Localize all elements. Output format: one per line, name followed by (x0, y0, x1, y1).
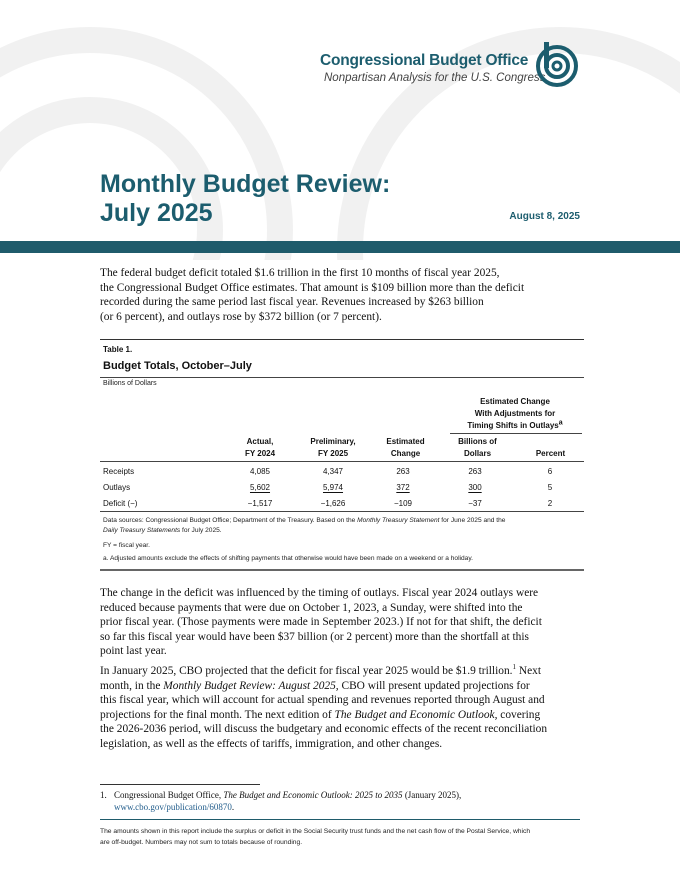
header-rule (100, 461, 584, 462)
body-line: reduced because payments that were due on October 1, 2023, a Sunday, were shifted into the (100, 601, 523, 614)
table-title-rule (100, 377, 584, 378)
intro-line: (or 6 percent), and outlays rose by $372 billion (or 7 percent). (100, 310, 382, 323)
body-line: month, in the Monthly Budget Review: August 2025, CBO will present updated projections for (100, 679, 530, 692)
title-line-2: July 2025 (100, 199, 213, 227)
intro-paragraph (100, 266, 580, 324)
footnote-ref[interactable]: 1 (512, 663, 516, 672)
body-line: legislation, as well as the effects of tariffs, immigration, and other changes. (100, 737, 443, 750)
body-line: so far this fiscal year would have been $37 billion (or 2 percent) more than the shortfall at this (100, 630, 529, 643)
body-paragraph-1 (100, 586, 580, 659)
table-cell: −109 (393, 499, 413, 508)
table-cell: 5,602 (249, 483, 271, 492)
bottom-rule (100, 819, 580, 820)
body-line: In January 2025, CBO projected that the deficit for fiscal year 2025 would be $1.9 trillion.$^1$ Next (100, 663, 541, 677)
bottom-note-line: The amounts shown in this report include the surplus or deficit in the Social Security trust funds and the net cash flow of the Postal Service, which (100, 828, 531, 835)
cbo-emblem-icon (534, 40, 580, 90)
body-paragraph-2 (100, 664, 580, 751)
table-cell: 4,085 (249, 467, 271, 476)
table-cell: −37 (468, 499, 482, 508)
header-divider-bar (0, 241, 680, 253)
body-line: projections for the final month. The next edition of The Budget and Economic Outlook, covering (100, 708, 541, 721)
table-cell: 5,974 (322, 483, 344, 492)
table-number: Table 1. (103, 345, 133, 354)
group-header-line: With Adjustments for (474, 409, 556, 418)
org-name: Congressional Budget Office (320, 52, 529, 69)
table-cell: 372 (396, 483, 410, 492)
col-header-estimated: Estimated Change (386, 437, 425, 458)
row-label-outlays: Outlays (103, 483, 131, 492)
col-header-percent: Percent (535, 449, 566, 458)
table-cell: 4,347 (322, 467, 344, 476)
table-cell: 263 (468, 467, 482, 476)
title-line-1: Monthly Budget Review: (100, 170, 391, 198)
footnote: 1. Congressional Budget Office, The Budget and Economic Outlook: 2025 to 2035 (January 2025), www.cbo.gov/publication/60870. (100, 790, 462, 812)
group-header (448, 396, 582, 432)
table-cell: −1,626 (320, 499, 346, 508)
intro-line: The federal budget deficit totaled $1.6 trillion in the first 10 months of fiscal year 2025, (100, 267, 500, 279)
table-title: Budget Totals, October–July (103, 360, 252, 372)
table-abbrev-note: FY = fiscal year. (103, 542, 150, 549)
col-header-actual: Actual, FY 2024 (244, 437, 276, 458)
page-title (100, 170, 390, 228)
body-line: prior fiscal year. (Those payments were made in September 2023.) If not for that shift, the deficit (100, 616, 542, 628)
budget-totals-table (100, 339, 584, 571)
intro-line: the Congressional Budget Office estimates. That amount is $109 billion more than the deficit (100, 281, 525, 294)
row-label-receipts: Receipts (103, 467, 135, 476)
col-header-preliminary: Preliminary, FY 2025 (310, 437, 356, 458)
body-rule (100, 511, 584, 512)
footnote-marker: a (558, 419, 563, 427)
bottom-note-line: are off-budget. Numbers may not sum to totals because of rounding. (100, 839, 303, 846)
body-line: The change in the deficit was influenced by the timing of outlays. Fiscal year 2024 outlays were (100, 587, 539, 599)
group-header-line: Estimated Change (480, 397, 550, 406)
table-cell: 263 (396, 467, 410, 476)
footnote-number: 1. (100, 790, 107, 800)
table-cell: 300 (468, 483, 482, 492)
table-cell: 5 (547, 483, 553, 492)
body-line: this fiscal year, which will account for actual spending and revenues reported through August and (100, 694, 545, 706)
table-cell: 2 (547, 499, 553, 508)
col-header-billions: Billions of Dollars (458, 437, 497, 458)
bottom-note (100, 826, 580, 848)
table-cell: −1,517 (247, 499, 273, 508)
intro-line: recorded during the same period last fiscal year. Revenues increased by $263 billion (100, 296, 484, 308)
table-units: Billions of Dollars (103, 380, 157, 387)
footnote-rule (100, 784, 260, 785)
body-line: the 2026-2036 period, will discuss the budgetary and economic effects of the recent reconciliation (100, 723, 548, 735)
group-header-line: Timing Shifts in Outlays$^a$ (467, 419, 563, 430)
publication-date: August 8, 2025 (509, 211, 580, 222)
group-header-rule (450, 433, 582, 434)
publication-link[interactable]: www.cbo.gov/publication/60870 (114, 802, 232, 812)
table-cell: 6 (547, 467, 553, 476)
row-label-deficit: Deficit (−) (103, 499, 138, 508)
cbo-logo[interactable] (320, 40, 580, 120)
org-tagline: Nonpartisan Analysis for the U.S. Congress (324, 72, 546, 84)
table-footnote-a: a. Adjusted amounts exclude the effects of shifting payments that otherwise would have been made on a weekend or a holiday. (103, 555, 473, 562)
table-source-note: Data sources: Congressional Budget Office; Department of the Treasury. Based on the Monthly Treasury Statement for June 2025 and the Daily Treasury Statements for July 2025. (103, 517, 506, 534)
body-line: point last year. (100, 645, 167, 657)
